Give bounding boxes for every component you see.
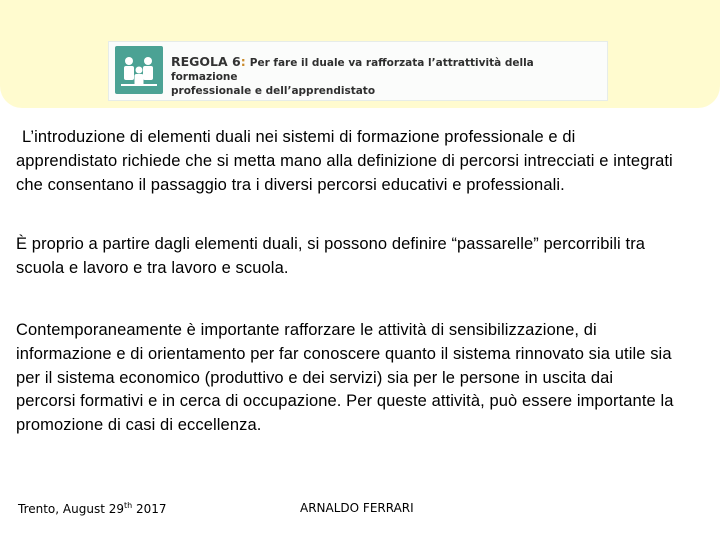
rule-label: REGOLA 6 [171,54,241,69]
footer-date-prefix: Trento, August 29 [18,502,124,516]
footer-author: ARNALDO FERRARI [300,501,414,515]
rule-colon: : [240,54,246,69]
paragraph-passarelle: È proprio a partire dagli elementi duali, si possono definire “passarelle” percorribili tra scuola e lavoro e tra lavoro e scuola. [16,235,646,277]
footer-location-date [18,501,167,516]
rule-text-line1: Per fare il duale va rafforzata l’attrattività della formazione [171,57,534,83]
rule-banner [108,41,608,101]
paragraph-1-text: L’introduzione di elementi duali nei sistemi di formazione professionale e di apprendistato richiede che si metta mano alla definizione di percorsi intrecciati e integrati che consentano il passaggio tra i diversi percorsi educativi e professionali. [16,128,673,194]
footer-year: 2017 [132,502,167,516]
rule-statement [171,55,601,98]
footer-date-suffix: th [123,501,133,510]
paragraph-introduction [16,126,676,197]
rule-text-line2: professionale e dell’apprendistato [171,85,376,97]
paragraph-orientation: Contemporaneamente è importante rafforzare le attività di sensibilizzazione, di informazione e di orientamento per far conoscere quanto il sistema rinnovato sia utile sia per il sistema economico (produttivo e dei servizi) sia per le persone in uscita dai percorsi formativi e in cerca di occupazione. Per queste attività, può essere importante la promozione di casi di eccellenza. [16,321,674,435]
people-group-icon [115,46,163,94]
